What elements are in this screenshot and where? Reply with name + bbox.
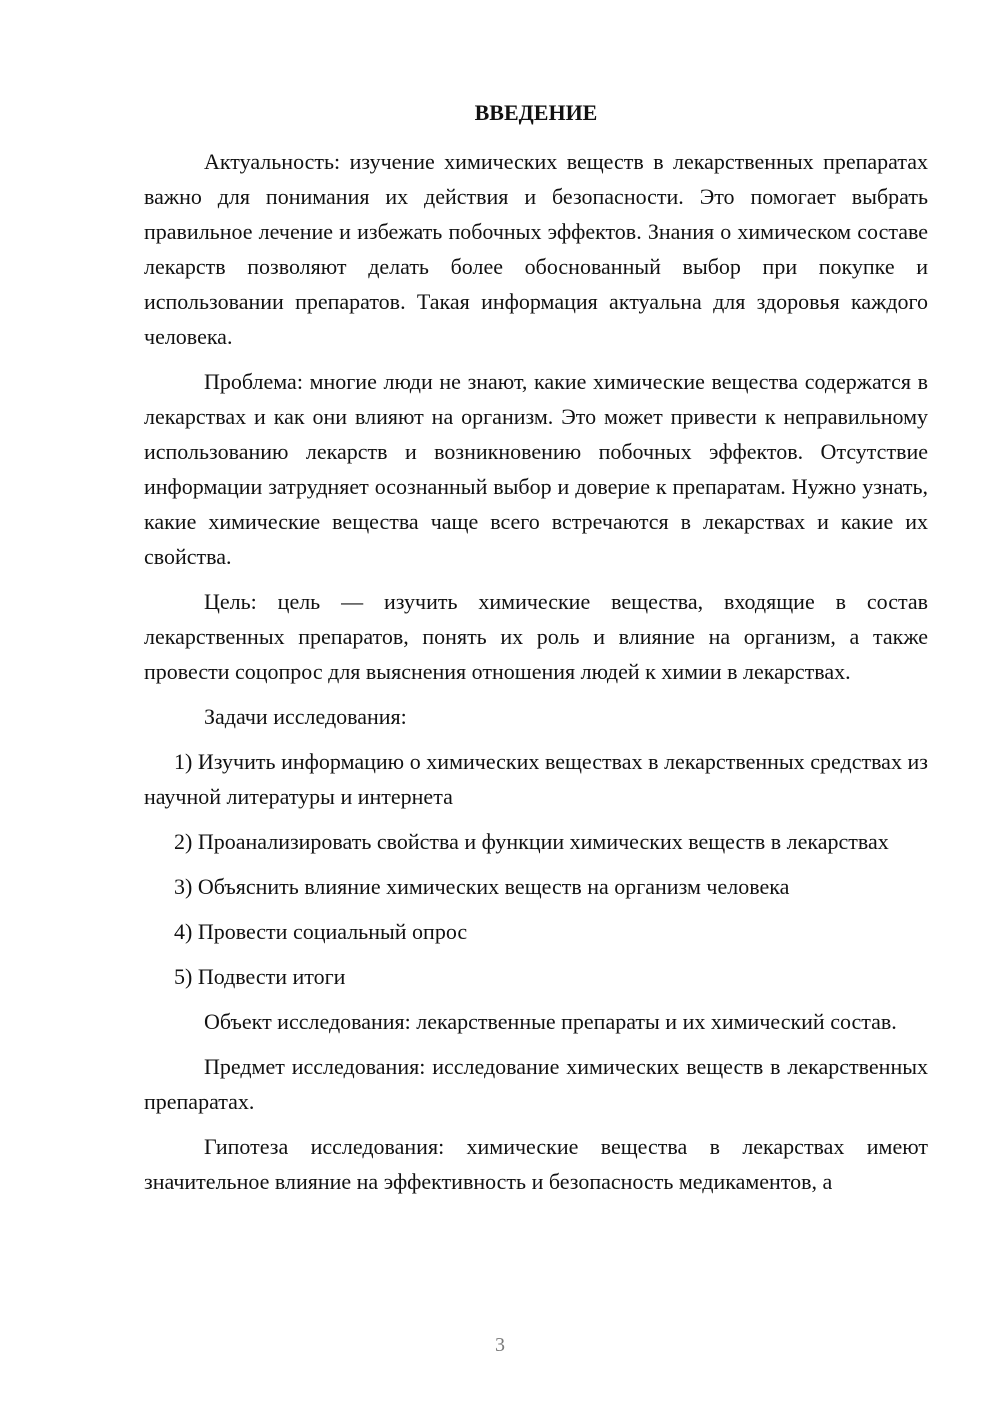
task-item-5: 5) Подвести итоги <box>174 964 346 989</box>
paragraph-relevance: Актуальность: изучение химических веществ в лекарственных препаратах важно для понимания их действия и безопасности. Это помогает выбрать правильное лечение и избежать побочных эффектов. Знания о химическом составе лекарств позволяют делать более обоснованный выбор при покупке и использовании препаратов. Такая информация актуальна для здоровья каждого человека. <box>144 149 928 349</box>
paragraph-subject: Предмет исследования: исследование химических веществ в лекарственных препаратах. <box>144 1054 928 1114</box>
task-item-2: 2) Проанализировать свойства и функции химических веществ в лекарствах <box>174 829 889 854</box>
task-item-1: 1) Изучить информацию о химических веществах в лекарственных средствах из научной литературы и интернета <box>144 749 928 809</box>
page-number: 3 <box>495 1334 505 1356</box>
task-item-4: 4) Провести социальный опрос <box>174 919 468 944</box>
paragraph-tasks-heading: Задачи исследования: <box>204 704 407 729</box>
task-item-3: 3) Объяснить влияние химических веществ на организм человека <box>174 874 790 899</box>
paragraph-problem: Проблема: многие люди не знают, какие химические вещества содержатся в лекарствах и как они влияют на организм. Это может привести к неправильному использованию лекарств и возникновению побочных эффектов. Отсутствие информации затрудняет осознанный выбор и доверие к препаратам. Нужно узнать, какие химические вещества чаще всего встречаются в лекарствах и какие их свойства. <box>144 369 928 569</box>
paragraph-object: Объект исследования: лекарственные препараты и их химический состав. <box>204 1009 897 1034</box>
page-content <box>144 95 928 1209</box>
paragraph-hypothesis: Гипотеза исследования: химические вещества в лекарствах имеют значительное влияние на эффективность и безопасность медикаментов, а <box>144 1134 928 1194</box>
paragraph-goal: Цель: цель — изучить химические вещества, входящие в состав лекарственных препаратов, понять их роль и влияние на организм, а также провести соцопрос для выяснения отношения людей к химии в лекарствах. <box>144 589 928 684</box>
section-title: ВВЕДЕНИЕ <box>474 100 598 125</box>
